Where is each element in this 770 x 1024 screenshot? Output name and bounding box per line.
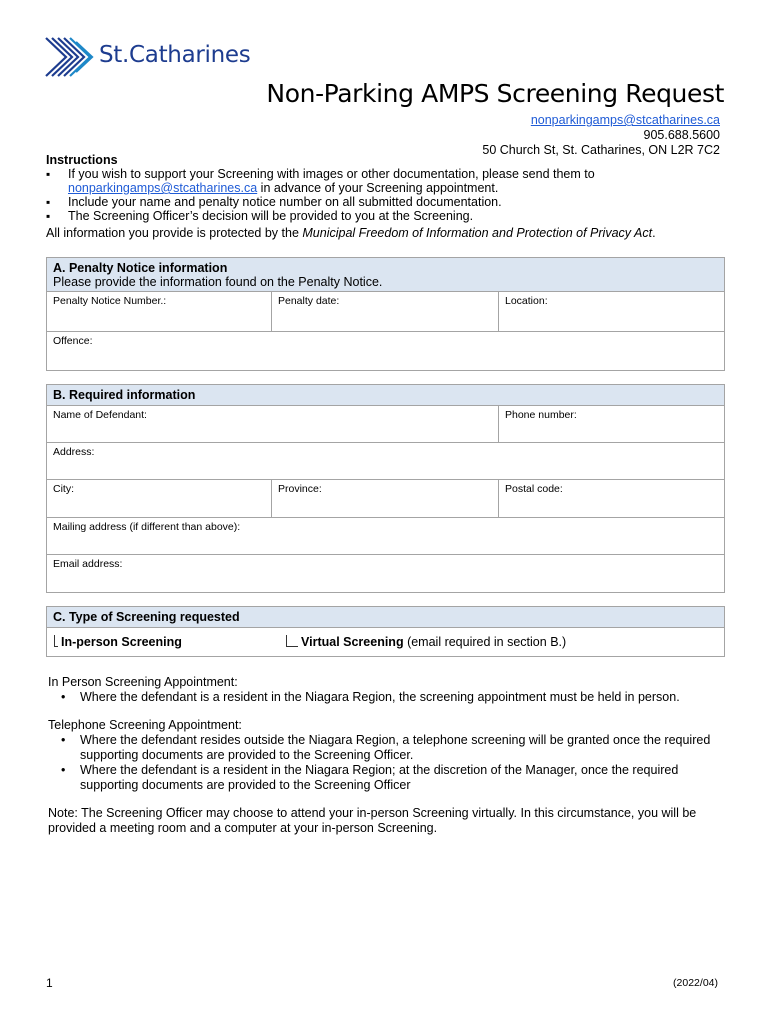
virtual-option[interactable] <box>286 635 566 649</box>
section-title: B. Required information <box>53 388 196 402</box>
province-field[interactable] <box>272 480 499 517</box>
field-label: Address: <box>53 446 95 458</box>
in-person-list <box>61 690 720 705</box>
section-title: C. Type of Screening requested <box>53 610 240 624</box>
screening-notes <box>48 675 720 836</box>
defendant-name-field[interactable] <box>47 406 499 442</box>
phone-field[interactable] <box>499 406 724 442</box>
field-label: Location: <box>505 295 548 307</box>
section-required-info <box>46 384 725 593</box>
chevron-stripes-icon <box>44 36 96 78</box>
section-penalty-notice <box>46 257 725 371</box>
in-person-heading: In Person Screening Appointment: <box>48 675 238 689</box>
option-label: In-person Screening <box>61 635 182 649</box>
section-screening-type <box>46 606 725 657</box>
instruction-email-link[interactable]: nonparkingamps@stcatharines.ca <box>68 181 258 195</box>
privacy-act-name: Municipal Freedom of Information and Protection of Privacy Act <box>302 226 653 240</box>
section-title: A. Penalty Notice information <box>53 261 228 275</box>
section-subtitle: Please provide the information found on the Penalty Notice. <box>53 275 383 289</box>
address-field[interactable] <box>47 443 724 479</box>
field-label: City: <box>53 483 74 495</box>
city-logo <box>44 36 250 78</box>
field-label: Offence: <box>53 335 93 347</box>
checkbox-icon[interactable] <box>54 635 58 647</box>
screening-choice-row <box>47 628 724 656</box>
instructions-heading: Instructions <box>46 153 118 167</box>
mailing-address-field[interactable] <box>47 518 724 554</box>
email-field[interactable] <box>47 555 724 592</box>
note-item: • Where the defendant is a resident in the Niagara Region, the screening appointment must be held in person. <box>61 690 720 705</box>
offence-field[interactable] <box>47 332 724 370</box>
contact-email-link[interactable]: nonparkingamps@stcatharines.ca <box>530 113 720 127</box>
option-label: Virtual Screening <box>301 635 404 649</box>
location-field[interactable] <box>499 292 724 331</box>
postal-code-field[interactable] <box>499 480 724 517</box>
telephone-list <box>61 733 720 793</box>
page-number: 1 <box>46 976 53 990</box>
field-label: Postal code: <box>505 483 563 495</box>
instruction-tail: in advance of your Screening appointment. <box>257 181 499 195</box>
privacy-end: . <box>652 226 656 240</box>
field-label: Email address: <box>53 558 123 570</box>
field-label: Phone number: <box>505 409 577 421</box>
penalty-date-field[interactable] <box>272 292 499 331</box>
telephone-heading: Telephone Screening Appointment: <box>48 718 242 732</box>
logo-text: St.Catharines <box>99 42 251 68</box>
revision-date: (2022/04) <box>673 977 718 989</box>
field-label: Mailing address (if different than above): <box>53 521 241 533</box>
option-note: (email required in section B.) <box>403 635 567 649</box>
contact-block <box>482 113 720 158</box>
privacy-lead: All information you provide is protected by the <box>46 226 303 240</box>
in-person-option[interactable] <box>54 635 286 649</box>
instruction-item <box>46 167 726 195</box>
field-label: Name of Defendant: <box>53 409 147 421</box>
note-item: • Where the defendant resides outside the Niagara Region, a telephone screening will be granted once the required supporting documents are provided to the Screening Officer. <box>61 733 720 763</box>
checkbox-icon[interactable] <box>286 635 298 647</box>
field-label: Penalty date: <box>278 295 340 307</box>
instruction-item: ▪ The Screening Officer’s decision will be provided to you at the Screening. <box>46 209 726 223</box>
field-label: Penalty Notice Number.: <box>53 295 167 307</box>
section-header <box>47 607 724 628</box>
section-header <box>47 385 724 406</box>
officer-note: Note: The Screening Officer may choose to attend your in-person Screening virtually. In this circumstance, you will be provided a meeting room and a computer at your in-person Screening. <box>48 806 697 835</box>
privacy-statement <box>46 226 726 241</box>
page-title: Non-Parking AMPS Screening Request <box>266 79 724 108</box>
contact-address: 50 Church St, St. Catharines, ON L2R 7C2 <box>482 143 720 157</box>
contact-phone: 905.688.5600 <box>643 128 720 142</box>
city-field[interactable] <box>47 480 272 517</box>
section-header <box>47 258 724 292</box>
field-label: Province: <box>278 483 322 495</box>
penalty-number-field[interactable] <box>47 292 272 331</box>
instructions-list <box>46 167 726 223</box>
instruction-text: If you wish to support your Screening with images or other documentation, please send them to <box>68 167 595 181</box>
instructions <box>46 153 726 241</box>
note-item: • Where the defendant is a resident in the Niagara Region; at the discretion of the Manager, once the required supporting documents are provided to the Screening Officer <box>61 763 720 793</box>
instruction-item: ▪ Include your name and penalty notice number on all submitted documentation. <box>46 195 726 209</box>
